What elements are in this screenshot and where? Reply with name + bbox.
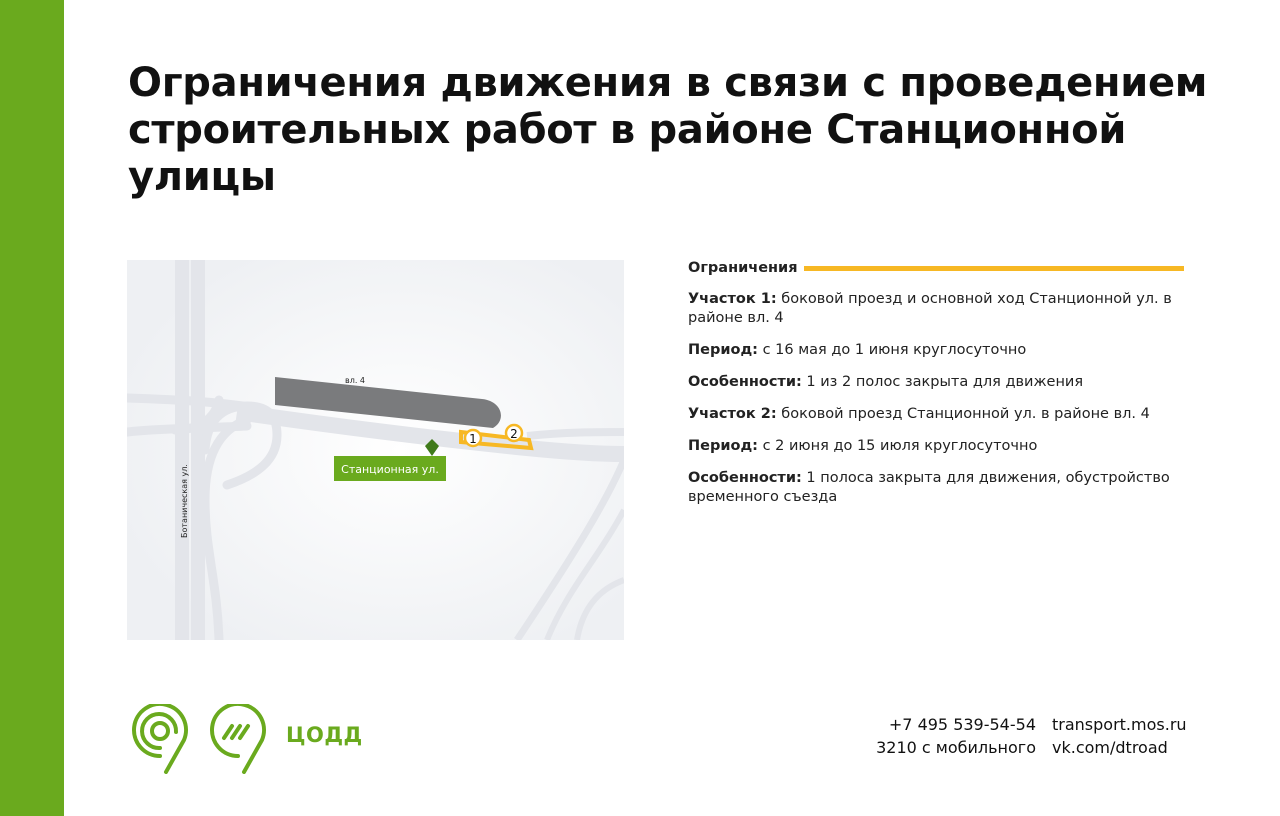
row-text: с 16 мая до 1 июня круглосуточно bbox=[757, 342, 1027, 358]
botanicheskaya-road bbox=[175, 260, 189, 640]
street-label: Станционная ул. bbox=[341, 463, 439, 476]
row-label: Особенности: bbox=[688, 374, 802, 390]
building-label: вл. 4 bbox=[345, 376, 366, 385]
brand-name: ЦОДД bbox=[286, 723, 363, 747]
row-label: Участок 2: bbox=[688, 406, 777, 422]
short-number: 3210 с мобильного bbox=[876, 738, 1036, 757]
row-label: Особенности: bbox=[688, 470, 802, 486]
info-row bbox=[688, 341, 1184, 360]
heading-underline bbox=[804, 266, 1184, 271]
restrictions-panel bbox=[688, 258, 1184, 520]
row-text: боковой проезд и основной ход Станционной ул. в районе вл. 4 bbox=[688, 291, 1172, 326]
info-row bbox=[688, 373, 1184, 392]
marker-2-label: 2 bbox=[510, 427, 518, 441]
info-row bbox=[688, 290, 1184, 328]
marker-1-label: 1 bbox=[469, 432, 477, 446]
row-text: боковой проезд Станционной ул. в районе вл. 4 bbox=[776, 406, 1150, 422]
map-drawing bbox=[127, 260, 624, 640]
info-row bbox=[688, 437, 1184, 456]
page-title: Ограничения движения в связи с проведением строительных работ в районе Станционной улицы bbox=[128, 60, 1208, 200]
restrictions-heading-label: Ограничения bbox=[688, 259, 798, 276]
row-text: с 2 июня до 15 июля круглосуточно bbox=[757, 438, 1038, 454]
moscow-transport-logo-icon bbox=[128, 704, 192, 774]
row-label: Период: bbox=[688, 342, 758, 358]
scheme-map bbox=[127, 260, 624, 640]
info-row bbox=[688, 405, 1184, 424]
phone-contacts bbox=[866, 713, 1036, 759]
site-link[interactable]: transport.mos.ru bbox=[1052, 715, 1187, 734]
restrictions-heading bbox=[688, 258, 1184, 278]
info-row bbox=[688, 469, 1184, 507]
left-green-stripe bbox=[0, 0, 64, 816]
codd-logo-icon bbox=[206, 704, 270, 774]
row-text: 1 из 2 полос закрыта для движения bbox=[801, 374, 1084, 390]
road-label-vertical: Ботаническая ул. bbox=[180, 464, 189, 538]
row-text: 1 полоса закрыта для движения, обустройство временного съезда bbox=[688, 470, 1170, 505]
web-contacts bbox=[1052, 713, 1187, 759]
row-label: Участок 1: bbox=[688, 291, 777, 307]
hotline-phone[interactable]: +7 495 539-54-54 bbox=[888, 715, 1036, 734]
row-label: Период: bbox=[688, 438, 758, 454]
vk-link[interactable]: vk.com/dtroad bbox=[1052, 738, 1168, 757]
